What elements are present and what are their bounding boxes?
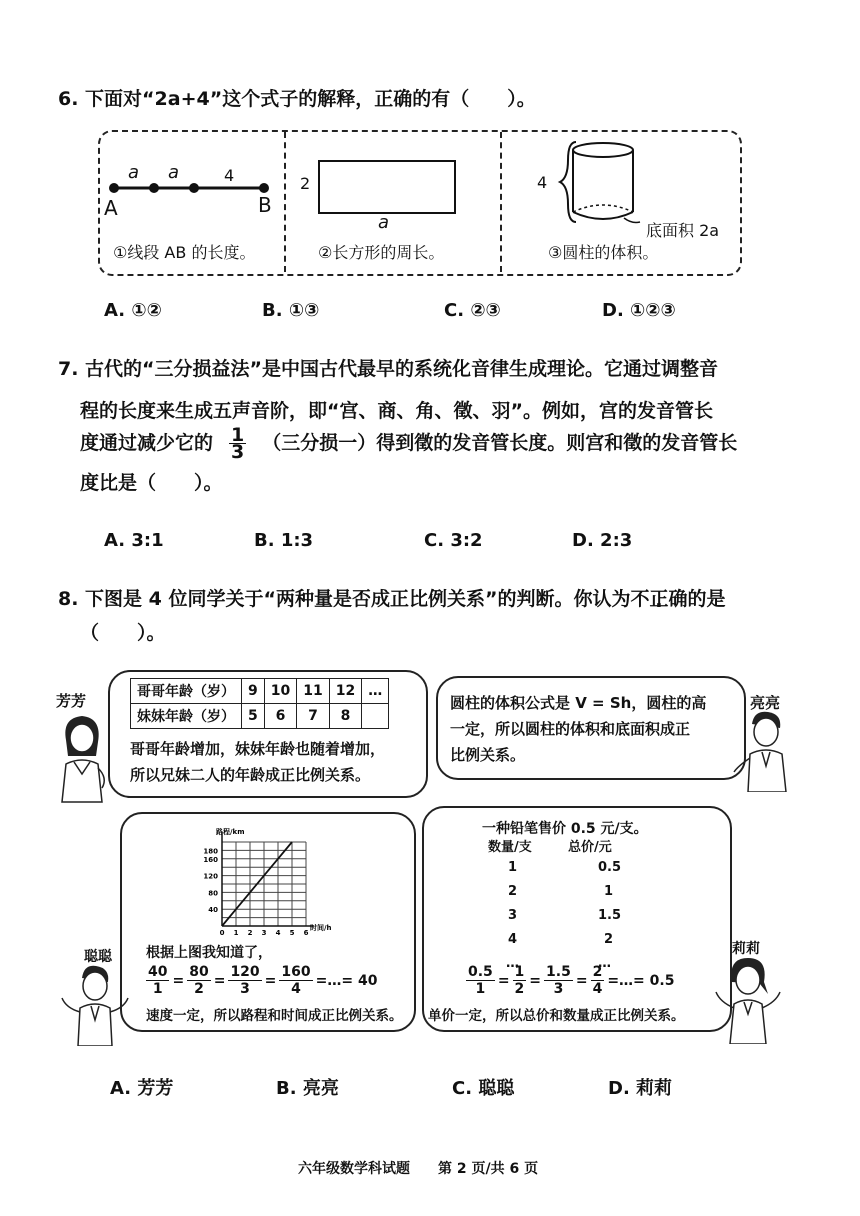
student-name-fangfang: 芳芳 xyxy=(56,692,87,710)
divider xyxy=(500,132,502,272)
fraction xyxy=(279,964,312,997)
y-tick-label: 180 xyxy=(203,847,218,856)
x-tick-label: 3 xyxy=(261,929,267,937)
rectangle xyxy=(318,160,456,214)
x-tick-label: 2 xyxy=(247,929,253,937)
table-cell: 8 xyxy=(329,704,361,729)
q8-option-a[interactable]: A. 芳芳 xyxy=(110,1078,174,1099)
x-tick-label: 6 xyxy=(303,929,309,937)
lili-fraction-equation: $\frac{0.5}{1}$ = $\frac{1}{2}$ = $\frac{1.5}{3}$ = $\frac{2}{4}$ =…= 0.5 xyxy=(468,964,675,997)
boy-figure-icon xyxy=(732,708,794,792)
denominator: 4 xyxy=(291,981,301,997)
q6-stem: 6. 下面对“2a+4”这个式子的解释，正确的有（ ）。 xyxy=(58,88,536,110)
lili-table xyxy=(488,860,628,976)
q6-option-b[interactable]: B. ①③ xyxy=(262,300,320,321)
table-cell: 0.5 xyxy=(598,860,622,875)
denominator: 3 xyxy=(240,981,250,997)
table-cell: 2 xyxy=(604,932,614,947)
table-cell: 1 xyxy=(508,860,518,875)
table-row xyxy=(488,884,628,908)
boy-figure-icon xyxy=(60,962,130,1046)
student-name-liangliang: 亮亮 xyxy=(750,694,781,712)
fraction xyxy=(591,964,605,997)
caption-3: ③圆柱的体积。 xyxy=(548,243,659,262)
table-cell: … xyxy=(598,956,611,971)
q8-line1-end: 的是 xyxy=(687,588,726,610)
fraction xyxy=(513,964,527,997)
fraction xyxy=(544,964,573,997)
table-cell: 1 xyxy=(604,884,614,899)
table-cell: 4 xyxy=(508,932,518,947)
lili-conclusion: 单价一定，所以总价和数量成正比例关系。 xyxy=(428,1008,685,1024)
q6-option-c[interactable]: C. ②③ xyxy=(444,300,501,321)
age-table xyxy=(130,678,389,729)
x-tick-label: 5 xyxy=(289,929,295,937)
y-tick-label: 80 xyxy=(208,889,218,898)
girl-figure-icon xyxy=(712,954,782,1044)
table-cell: 3 xyxy=(508,908,518,923)
caption-1: ①线段 AB 的长度。 xyxy=(113,243,256,262)
table-cell: 12 xyxy=(329,679,361,704)
denominator: 3 xyxy=(553,981,564,997)
q7-option-a[interactable]: A. 3:1 xyxy=(104,530,164,551)
table-row xyxy=(488,932,628,956)
student-name-lili: 莉莉 xyxy=(732,941,760,957)
table-cell: 10 xyxy=(264,679,296,704)
q6-option-d[interactable]: D. ①②③ xyxy=(602,300,676,321)
numerator: 40 xyxy=(148,964,168,980)
table-cell: 11 xyxy=(297,679,329,704)
q8-option-b[interactable]: B. 亮亮 xyxy=(276,1078,339,1099)
label-2: 2 xyxy=(300,174,311,193)
equation-tail: =…= 0.5 xyxy=(607,972,675,989)
liangliang-text: 圆柱的体积公式是 V = Sh，圆柱的高 xyxy=(450,694,707,712)
distance-time-chart xyxy=(176,816,346,940)
numerator: 0.5 xyxy=(468,964,493,980)
q7-line: 7. 古代的“三分损益法”是中国古代最早的系统化音律生成理论。它通过调整音 xyxy=(58,358,719,380)
table-cell: 7 xyxy=(297,704,329,729)
point-A: A xyxy=(104,196,118,220)
numerator: 120 xyxy=(230,964,260,980)
col-header-total: 总价/元 xyxy=(568,840,612,855)
cylinder-diagram xyxy=(540,140,650,230)
table-row xyxy=(488,908,628,932)
col-header-quantity: 数量/支 xyxy=(488,840,532,855)
q7-option-d[interactable]: D. 2:3 xyxy=(572,530,633,551)
denominator: 1 xyxy=(152,981,163,997)
q8-line2: （ ）。 xyxy=(80,622,166,644)
liangliang-text: 一定，所以圆柱的体积和底面积成正 xyxy=(450,720,691,738)
q8-option-c[interactable]: C. 聪聪 xyxy=(452,1078,515,1099)
student-name-congcong: 聪聪 xyxy=(84,949,112,965)
congcong-fraction-equation: $\frac{40}{1}$ = $\frac{80}{2}$ = $\frac{120}{3}$ = $\frac{160}{4}$ =…= 40 xyxy=(148,964,378,997)
denominator: 2 xyxy=(194,981,204,997)
q7-option-c[interactable]: C. 3:2 xyxy=(424,530,483,551)
denominator: 4 xyxy=(592,981,603,997)
liangliang-text: 比例关系。 xyxy=(450,746,526,764)
fraction-denominator: 3 xyxy=(231,440,245,463)
lili-title: 一种铅笔售价 0.5 元/支。 xyxy=(482,821,648,837)
numerator: 80 xyxy=(189,964,209,980)
q7-line3-post: （三分损一）得到徵的发音管长度。则宫和徵的发音管长 xyxy=(262,432,738,454)
fangfang-text: 哥哥年龄增加，妹妹年龄也随着增加， xyxy=(130,740,386,758)
numerator: 1 xyxy=(514,964,525,980)
denominator: 1 xyxy=(475,981,486,997)
table-row xyxy=(488,860,628,884)
fraction xyxy=(466,964,495,997)
y-tick-label: 120 xyxy=(203,872,218,881)
fraction xyxy=(187,964,210,997)
q7-line3 xyxy=(80,422,737,464)
q8-line1-text: 8. 下图是 4 位同学关于“两种量是否成正比例关系”的判断。你认为 xyxy=(58,588,631,610)
point-B: B xyxy=(258,193,272,217)
congcong-conclusion: 速度一定，所以路程和时间成正比例关系。 xyxy=(146,1008,403,1024)
fraction-numerator: 1 xyxy=(231,423,245,446)
x-tick-label: 1 xyxy=(233,929,239,937)
table-cell: 6 xyxy=(264,704,296,729)
label-a: a xyxy=(168,162,180,183)
table-cell: … xyxy=(506,956,519,971)
x-tick-label: 4 xyxy=(275,929,281,937)
table-cell xyxy=(362,704,389,729)
caption-2: ②长方形的周长。 xyxy=(318,243,445,262)
table-cell: 哥哥年龄（岁） xyxy=(131,679,242,704)
q6-option-a[interactable]: A. ①② xyxy=(104,300,162,321)
table-cell: … xyxy=(362,679,389,704)
congcong-intro: 根据上图我知道了， xyxy=(146,945,272,961)
q7-option-b[interactable]: B. 1:3 xyxy=(254,530,314,551)
label-a: a xyxy=(128,162,140,183)
table-cell: 妹妹年龄（岁） xyxy=(131,704,242,729)
equation-tail: =…= 40 xyxy=(315,972,378,989)
x-axis-label: 时间/h xyxy=(310,924,332,932)
label-4: 4 xyxy=(224,166,235,185)
q7-line: 程的长度来生成五声音阶，即“宫、商、角、徵、羽”。例如，宫的发音管长 xyxy=(80,400,713,422)
y-tick-label: 40 xyxy=(208,906,218,915)
table-row xyxy=(131,679,389,704)
q8-option-d[interactable]: D. 莉莉 xyxy=(608,1078,673,1099)
girl-figure-icon xyxy=(52,712,110,804)
numerator: 160 xyxy=(281,964,311,980)
fraction xyxy=(228,964,261,997)
fraction-one-third xyxy=(229,423,246,463)
y-axis-label: 路程/km xyxy=(216,828,245,836)
y-tick-label: 160 xyxy=(203,855,218,864)
table-cell: 9 xyxy=(242,679,265,704)
base-area-label: 底面积 2a xyxy=(646,221,720,240)
numerator: 1.5 xyxy=(546,964,571,980)
page-footer: 六年级数学科试题 第 2 页/共 6 页 xyxy=(298,1161,539,1177)
divider xyxy=(284,132,286,272)
table-cell: 5 xyxy=(242,704,265,729)
table-cell: 1.5 xyxy=(598,908,622,923)
q7-line: 度比是（ ）。 xyxy=(80,472,223,494)
table-cell: 2 xyxy=(508,884,518,899)
table-row xyxy=(131,704,389,729)
fangfang-text: 所以兄妹二人的年龄成正比例关系。 xyxy=(130,766,371,784)
label-4: 4 xyxy=(537,173,548,192)
q7-line3-pre: 度通过减少它的 xyxy=(80,432,214,454)
x-tick-label: 0 xyxy=(219,929,225,937)
denominator: 2 xyxy=(514,981,525,997)
q8-emphasis: 不正确 xyxy=(630,588,688,610)
fraction xyxy=(146,964,169,997)
numerator: 2 xyxy=(592,964,603,980)
label-a: a xyxy=(378,212,390,233)
